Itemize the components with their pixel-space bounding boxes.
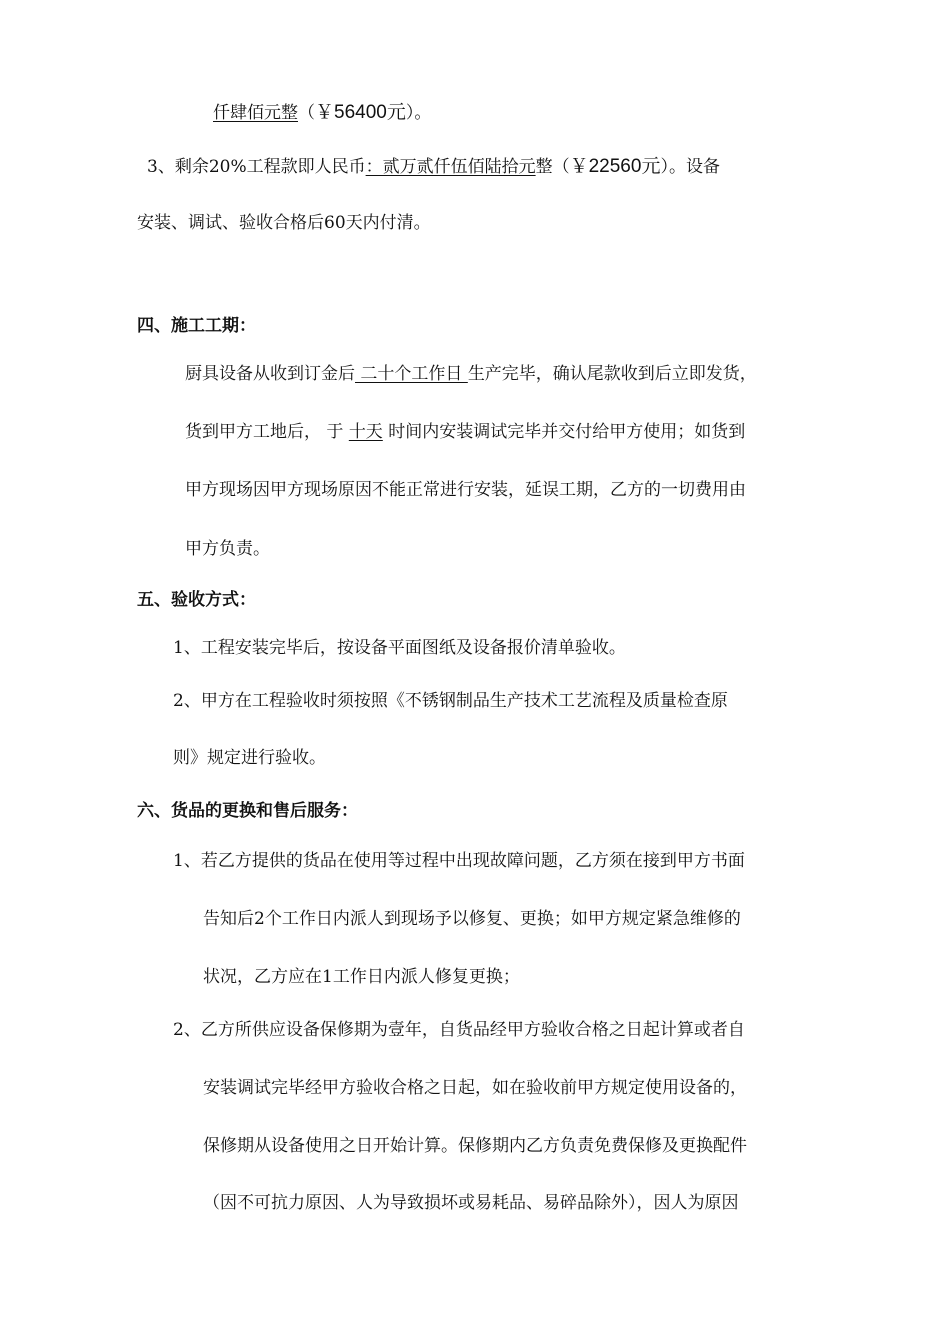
closing-text: ）。 bbox=[405, 103, 432, 123]
section-5-item-2-line-1: 2、甲方在工程验收时须按照《不锈钢制品生产技术工艺流程及质量检查原 bbox=[173, 691, 728, 711]
payment-amount-line bbox=[213, 101, 431, 125]
section-4-line-4: 甲方负责。 bbox=[185, 539, 270, 559]
section-4-line-2 bbox=[185, 420, 745, 444]
section-6-item-2-line-4: （因不可抗力原因、人为导致损坏或易耗品、易碎品除外），因人为原因 bbox=[203, 1193, 739, 1213]
section-5-item-1: 1、工程安装完毕后，按设备平面图纸及设备报价清单验收。 bbox=[173, 638, 626, 658]
amount-in-words: 仟肆佰元整 bbox=[213, 103, 298, 123]
clause-3-line-1 bbox=[147, 155, 720, 179]
section-4-l2-pre: 货到甲方工地后， 于 bbox=[185, 422, 349, 442]
section-6-item-2-line-2: 安装调试完毕经甲方验收合格之日起，如在验收前甲方规定使用设备的， bbox=[203, 1078, 747, 1098]
section-6-item-1-line-1: 1、若乙方提供的货品在使用等过程中出现故障问题，乙方须在接到甲方书面 bbox=[173, 851, 745, 871]
section-5-item-2-line-2: 则》规定进行验收。 bbox=[173, 748, 326, 768]
open-paren: （ bbox=[298, 103, 315, 123]
installation-period: 十天 bbox=[348, 422, 383, 442]
section-4-l1-pre: 厨具设备从收到订金后 bbox=[185, 364, 355, 384]
clause-3-amount-figure: ￥22560元 bbox=[569, 156, 661, 177]
clause-3-prefix: 3、剩余20%工程款即人民币 bbox=[147, 157, 366, 177]
section-6-item-1-line-3: 状况，乙方应在1工作日内派人修复更换； bbox=[203, 967, 520, 987]
clause-3-suffix: ）。设备 bbox=[660, 157, 720, 177]
section-4-heading: 四、施工工期： bbox=[137, 316, 256, 336]
section-4-line-3: 甲方现场因甲方现场原因不能正常进行安装，延误工期，乙方的一切费用由 bbox=[185, 480, 746, 500]
section-5-heading: 五、验收方式： bbox=[137, 590, 256, 610]
clause-3-line-2: 安装、调试、验收合格后60天内付清。 bbox=[137, 213, 431, 233]
section-6-item-2-line-3: 保修期从设备使用之日开始计算。保修期内乙方负责免费保修及更换配件 bbox=[203, 1136, 747, 1156]
amount-figure: ￥56400元 bbox=[315, 102, 406, 123]
production-period: 二十个工作日 bbox=[355, 364, 468, 384]
section-6-heading: 六、货品的更换和售后服务： bbox=[137, 801, 358, 821]
clause-3-amount-words: ：贰万贰仟伍佰陆拾元 bbox=[365, 157, 536, 177]
section-4-line-1 bbox=[185, 362, 757, 386]
section-6-item-2-line-1: 2、乙方所供应设备保修期为壹年，自货品经甲方验收合格之日起计算或者自 bbox=[173, 1020, 745, 1040]
clause-3-mid: 整（ bbox=[535, 157, 570, 177]
section-6-item-1-line-2: 告知后2个工作日内派人到现场予以修复、更换；如甲方规定紧急维修的 bbox=[203, 909, 741, 929]
section-4-l1-post: 生产完毕，确认尾款收到后立即发货， bbox=[467, 364, 757, 384]
section-4-l2-post: 时间内安装调试完毕并交付给甲方使用；如货到 bbox=[382, 422, 746, 442]
